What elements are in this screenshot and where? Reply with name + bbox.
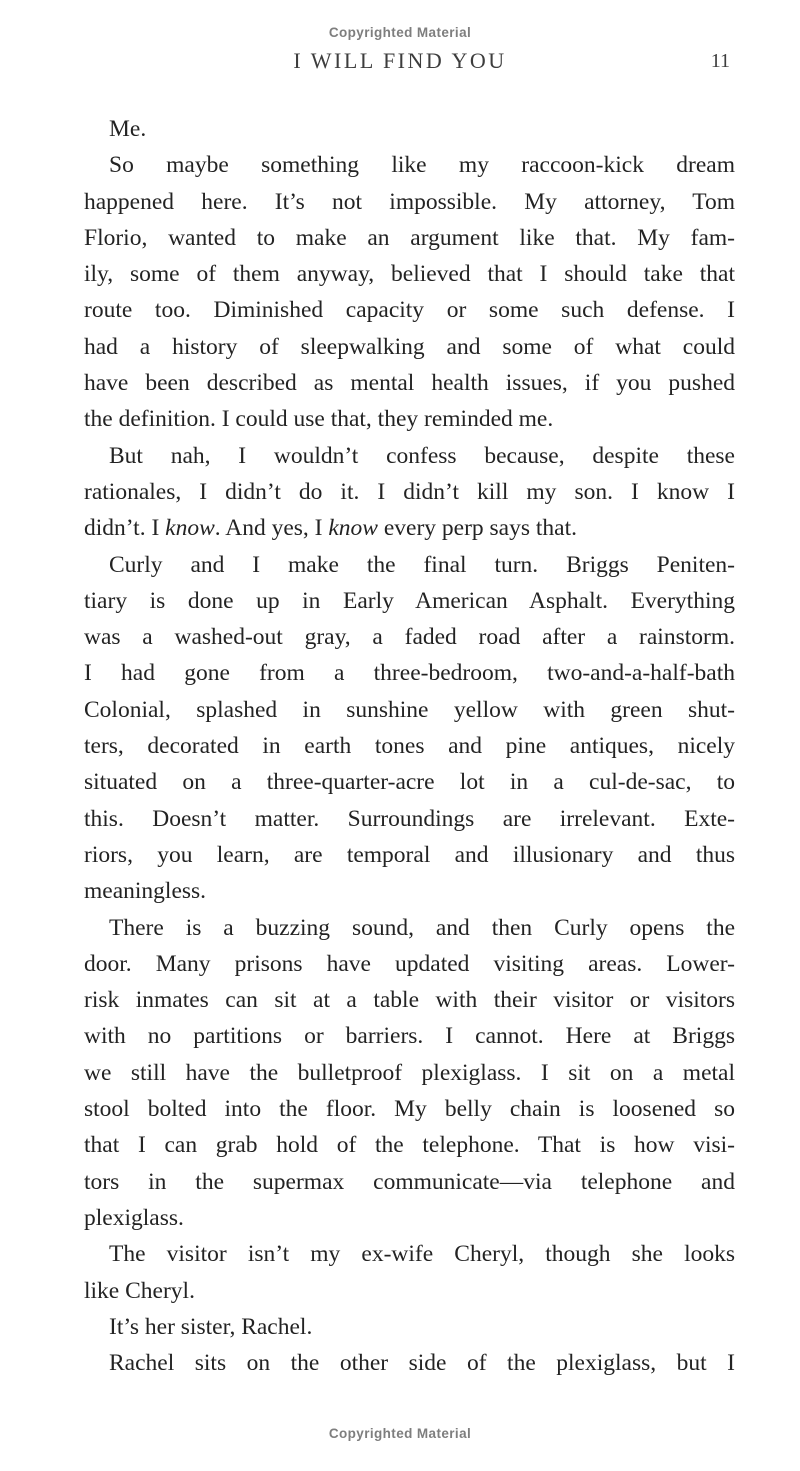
text-line: There is a buzzing sound, and then Curly opens the (109, 914, 735, 941)
text-line: plexiglass. (84, 1204, 184, 1231)
text-line: happened here. It’s not impossible. My attorney, Tom (84, 188, 735, 215)
text-line: Curly and I make the final turn. Briggs Peniten- (109, 551, 735, 578)
text-line: ily, some of them anyway, believed that I should take that (84, 261, 735, 288)
text-line: meaningless. (84, 878, 207, 905)
text-line: It’s her sister, Rachel. (109, 1313, 313, 1340)
text-line: ters, decorated in earth tones and pine antiques, nicely (84, 733, 735, 760)
text-line: with no partitions or barriers. I cannot. Here at Briggs (84, 1023, 735, 1050)
text-line: I had gone from a three-bedroom, two-and-a-half-bath (84, 660, 735, 687)
text-line: didn’t. I know. And yes, I know every perp says that. (84, 515, 577, 542)
text-line: have been described as mental health issues, if you pushed (84, 370, 735, 397)
text-line: tiary is done up in Early American Asphalt. Everything (84, 587, 735, 614)
text-line: But nah, I wouldn’t confess because, despite these (109, 442, 735, 469)
page-number: 11 (710, 50, 730, 72)
text-line: rationales, I didn’t do it. I didn’t kill my son. I know I (84, 478, 735, 505)
text-line: like Cheryl. (84, 1277, 195, 1304)
text-line: risk inmates can sit at a table with their visitor or visitors (84, 987, 735, 1014)
text-line: we still have the bulletproof plexiglass. I sit on a metal (84, 1059, 735, 1086)
text-line: Rachel sits on the other side of the plexiglass, but I (109, 1350, 735, 1377)
text-line: stool bolted into the floor. My belly chain is loosened so (84, 1096, 735, 1123)
body-text (84, 111, 735, 1381)
header-copyright-notice: Copyrighted Material (328, 25, 472, 40)
text-line: the definition. I could use that, they reminded me. (84, 406, 554, 433)
text-line: route too. Diminished capacity or some such defense. I (84, 297, 735, 324)
text-line: tors in the supermax communicate—via telephone and (84, 1168, 735, 1195)
text-line: So maybe something like my raccoon-kick dream (109, 152, 735, 179)
text-line: door. Many prisons have updated visiting areas. Lower- (84, 950, 735, 977)
text-line: Colonial, splashed in sunshine yellow with green shut- (84, 696, 735, 723)
text-line: was a washed-out gray, a faded road after a rainstorm. (84, 624, 735, 651)
text-line: had a history of sleepwalking and some of what could (84, 333, 735, 360)
text-line: The visitor isn’t my ex-wife Cheryl, though she looks (109, 1241, 735, 1268)
text-line: riors, you learn, are temporal and illusionary and thus (84, 841, 735, 868)
footer-copyright-notice: Copyrighted Material (328, 1426, 472, 1441)
text-line: Florio, wanted to make an argument like that. My fam- (84, 224, 735, 251)
running-title: I WILL FIND YOU (293, 48, 507, 73)
text-line: this. Doesn’t matter. Surroundings are irrelevant. Exte- (84, 805, 735, 832)
text-line: that I can grab hold of the telephone. That is how visi- (84, 1132, 735, 1159)
text-line: situated on a three-quarter-acre lot in a cul-de-sac, to (84, 769, 735, 796)
text-line: Me. (109, 116, 147, 142)
